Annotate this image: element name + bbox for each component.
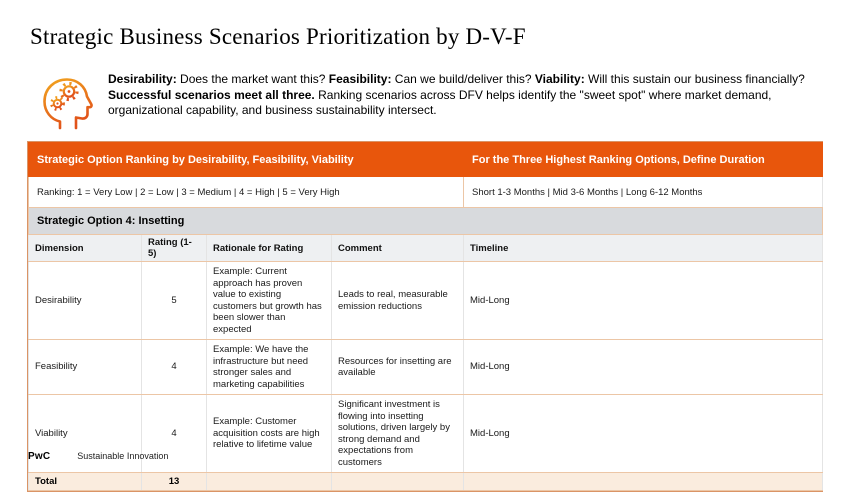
intro-text — [108, 72, 820, 119]
duration-legend: Short 1-3 Months | Mid 3-6 Months | Long 6-12 Months — [464, 177, 823, 208]
cell-timeline: Mid-Long — [464, 395, 823, 473]
cell-comment: Significant investment is flowing into insetting solutions, driven largely by strong demand and expectations from customers — [332, 395, 464, 473]
cell-rating: 4 — [142, 340, 207, 395]
cell-rationale: Example: Current approach has proven value to existing customers but growth has been slower than expected — [207, 262, 332, 340]
intro-segment: Successful scenarios meet all three. — [108, 87, 315, 102]
column-header: Timeline — [464, 235, 823, 262]
total-label: Total — [29, 473, 142, 491]
intro-segment: Can we build/deliver this? — [391, 72, 535, 86]
intro-callout — [40, 72, 820, 130]
gear-small-icon — [52, 98, 64, 110]
total-empty-cell — [207, 473, 332, 491]
table-header-left: Strategic Option Ranking by Desirability, Feasibility, Viability — [29, 143, 464, 177]
column-header: Rating (1-5) — [142, 235, 207, 262]
table-header-right: For the Three Highest Ranking Options, Define Duration — [464, 143, 823, 177]
table-header-row — [29, 143, 823, 177]
cell-rating: 5 — [142, 262, 207, 340]
gear-large-icon — [61, 84, 77, 100]
column-header: Comment — [332, 235, 464, 262]
ranking-legend: Ranking: 1 = Very Low | 2 = Low | 3 = Medium | 4 = High | 5 = Very High — [29, 177, 464, 208]
cell-timeline: Mid-Long — [464, 262, 823, 340]
cell-timeline: Mid-Long — [464, 340, 823, 395]
intro-segment: Ranking scenarios across DFV helps identify the "sweet spot" where market demand, organizational capability, and business sustainability intersect. — [108, 87, 772, 117]
column-header: Rationale for Rating — [207, 235, 332, 262]
cell-comment: Leads to real, measurable emission reductions — [332, 262, 464, 340]
table-row — [29, 262, 823, 340]
intro-segment: Does the market want this? — [176, 72, 329, 86]
table-body — [29, 262, 823, 473]
prioritization-table — [27, 141, 823, 492]
intro-segment: Feasibility: — [328, 72, 392, 86]
section-title-row — [29, 208, 823, 235]
head-gears-icon — [40, 72, 94, 130]
cell-rating: 4 — [142, 395, 207, 473]
total-empty-cell — [464, 473, 823, 491]
slide-footer — [28, 451, 168, 462]
legend-row — [29, 177, 823, 208]
pwc-logo: PwC — [28, 451, 51, 462]
total-empty-cell — [332, 473, 464, 491]
cell-rationale: Example: We have the infrastructure but need stronger sales and marketing capabilities — [207, 340, 332, 395]
cell-dimension: Desirability — [29, 262, 142, 340]
intro-segment: Desirability: — [108, 72, 177, 86]
cell-dimension: Feasibility — [29, 340, 142, 395]
cell-comment: Resources for insetting are available — [332, 340, 464, 395]
column-header-row — [29, 235, 823, 262]
total-value: 13 — [142, 473, 207, 491]
column-header: Dimension — [29, 235, 142, 262]
total-row — [29, 473, 823, 491]
section-title: Strategic Option 4: Insetting — [29, 208, 823, 235]
intro-segment: Will this sustain our business financially? — [584, 72, 805, 86]
intro-segment: Viability: — [534, 72, 585, 86]
page-title: Strategic Business Scenarios Prioritization by D-V-F — [30, 24, 526, 49]
cell-dimension: Viability — [29, 395, 142, 473]
footer-tagline: Sustainable Innovation — [77, 451, 169, 461]
table-row — [29, 340, 823, 395]
cell-rationale: Example: Customer acquisition costs are high relative to lifetime value — [207, 395, 332, 473]
